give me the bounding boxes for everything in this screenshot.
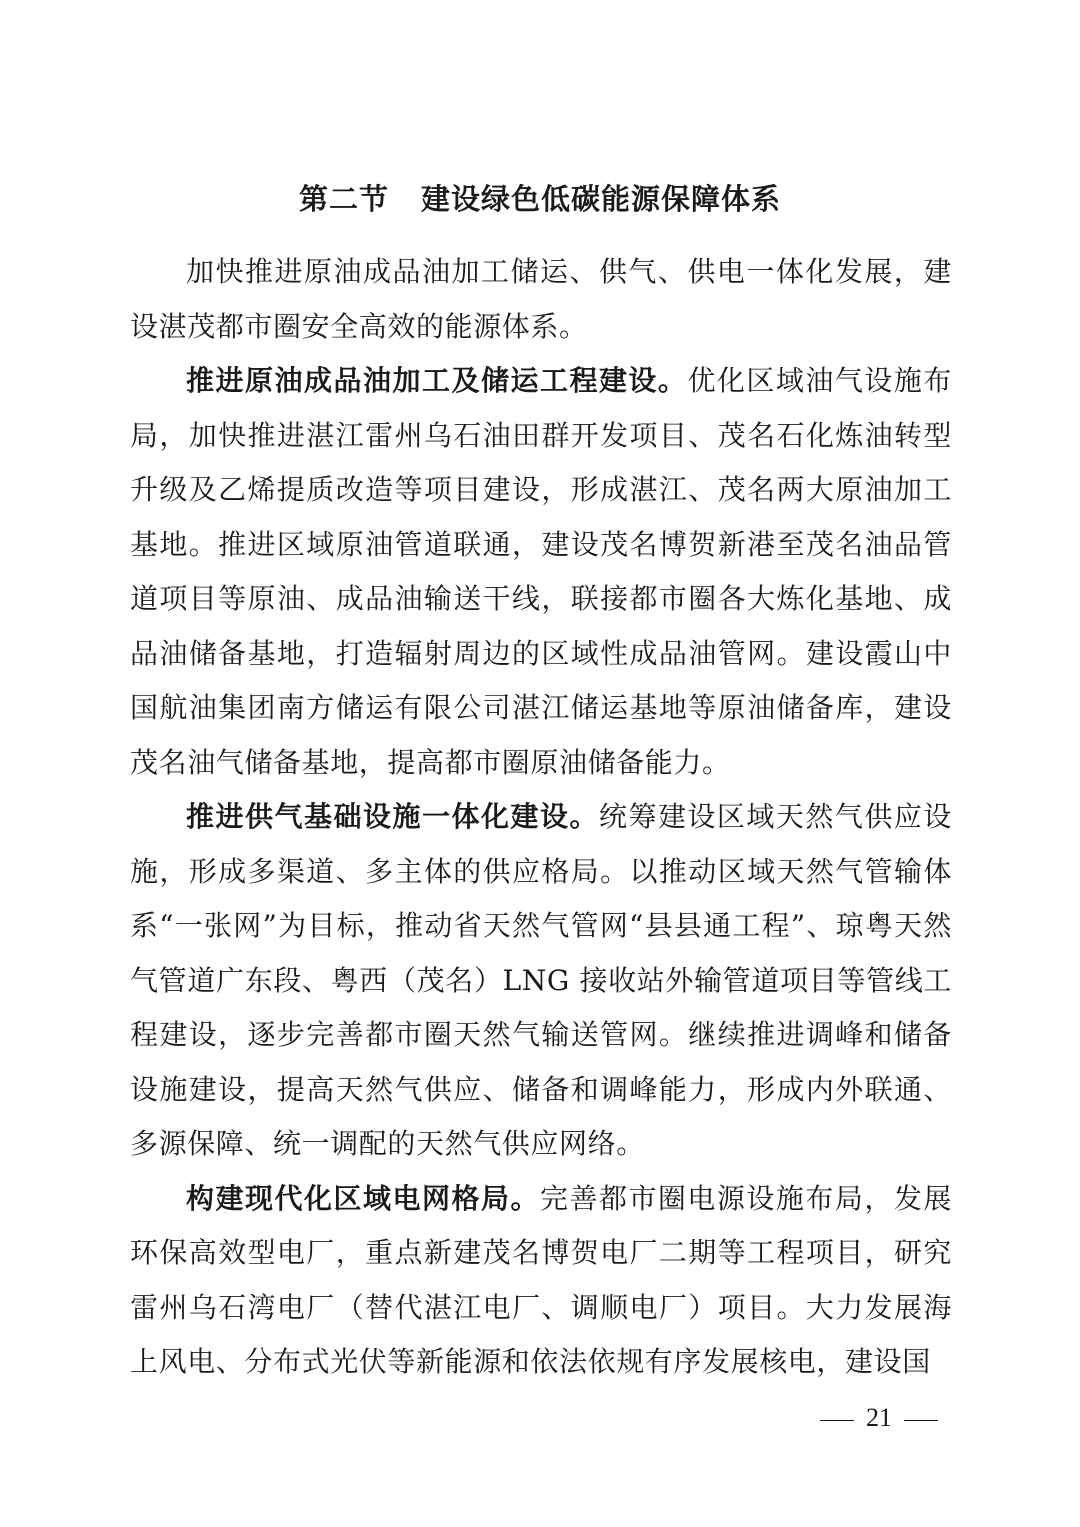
paragraph-power <box>130 1172 952 1390</box>
section-heading <box>0 172 1080 226</box>
paragraph-lead: 推进供气基础设施一体化建设。 <box>186 800 599 833</box>
paragraph-text: 统筹建设区域天然气供应设施，形成多渠道、多主体的供应格局。以推动区域天然气管输体系“一张网”为目标，推动省天然气管网“县县通工程”、琼粤天然气管道广东段、粤西（茂名）LNG 接收站外输管道项目等管线工程建设，逐步完善都市圈天然气输送管网。继续推进调峰和储备设施建设，提高天然气供应、储备和调峰能力，形成内外联通、多源保障、统一调配的天然气供应网络。 <box>130 800 953 1160</box>
page-footer <box>808 1398 950 1438</box>
body-text <box>130 245 952 1390</box>
paragraph-text: 加快推进原油成品油加工储运、供气、供电一体化发展，建设湛茂都市圈安全高效的能源体系。 <box>130 255 952 343</box>
paragraph-lead: 推进原油成品油加工及储运工程建设。 <box>186 364 688 397</box>
paragraph-text: 完善都市圈电源设施布局，发展环保高效型电厂，重点新建茂名博贺电厂二期等工程项目，研究雷州乌石湾电厂（替代湛江电厂、调顺电厂）项目。大力发展海上风电、分布式光伏等新能源和依法依规有序发展核电，建设国 <box>130 1181 952 1378</box>
footer-dash-left <box>820 1420 854 1421</box>
footer-dash-right <box>904 1420 938 1421</box>
section-number: 第二节 <box>298 182 389 216</box>
paragraph-text: 优化区域油气设施布局，加快推进湛江雷州乌石油田群开发项目、茂名石化炼油转型升级及乙烯提质改造等项目建设，形成湛江、茂名两大原油加工基地。推进区域原油管道联通，建设茂名博贺新港至茂名油品管道项目等原油、成品油输送干线，联接都市圈各大炼化基地、成品油储备基地，打造辐射周边的区域性成品油管网。建设霞山中国航油集团南方储运有限公司湛江储运基地等原油储备库，建设茂名油气储备基地，提高都市圈原油储备能力。 <box>130 364 953 779</box>
paragraph-gas <box>130 790 952 1172</box>
section-title: 建设绿色低碳能源保障体系 <box>421 182 782 216</box>
paragraph-intro <box>130 245 952 354</box>
page-number: 21 <box>866 1403 892 1432</box>
paragraph-lead: 构建现代化区域电网格局。 <box>186 1181 540 1215</box>
paragraph-oil <box>130 354 952 790</box>
